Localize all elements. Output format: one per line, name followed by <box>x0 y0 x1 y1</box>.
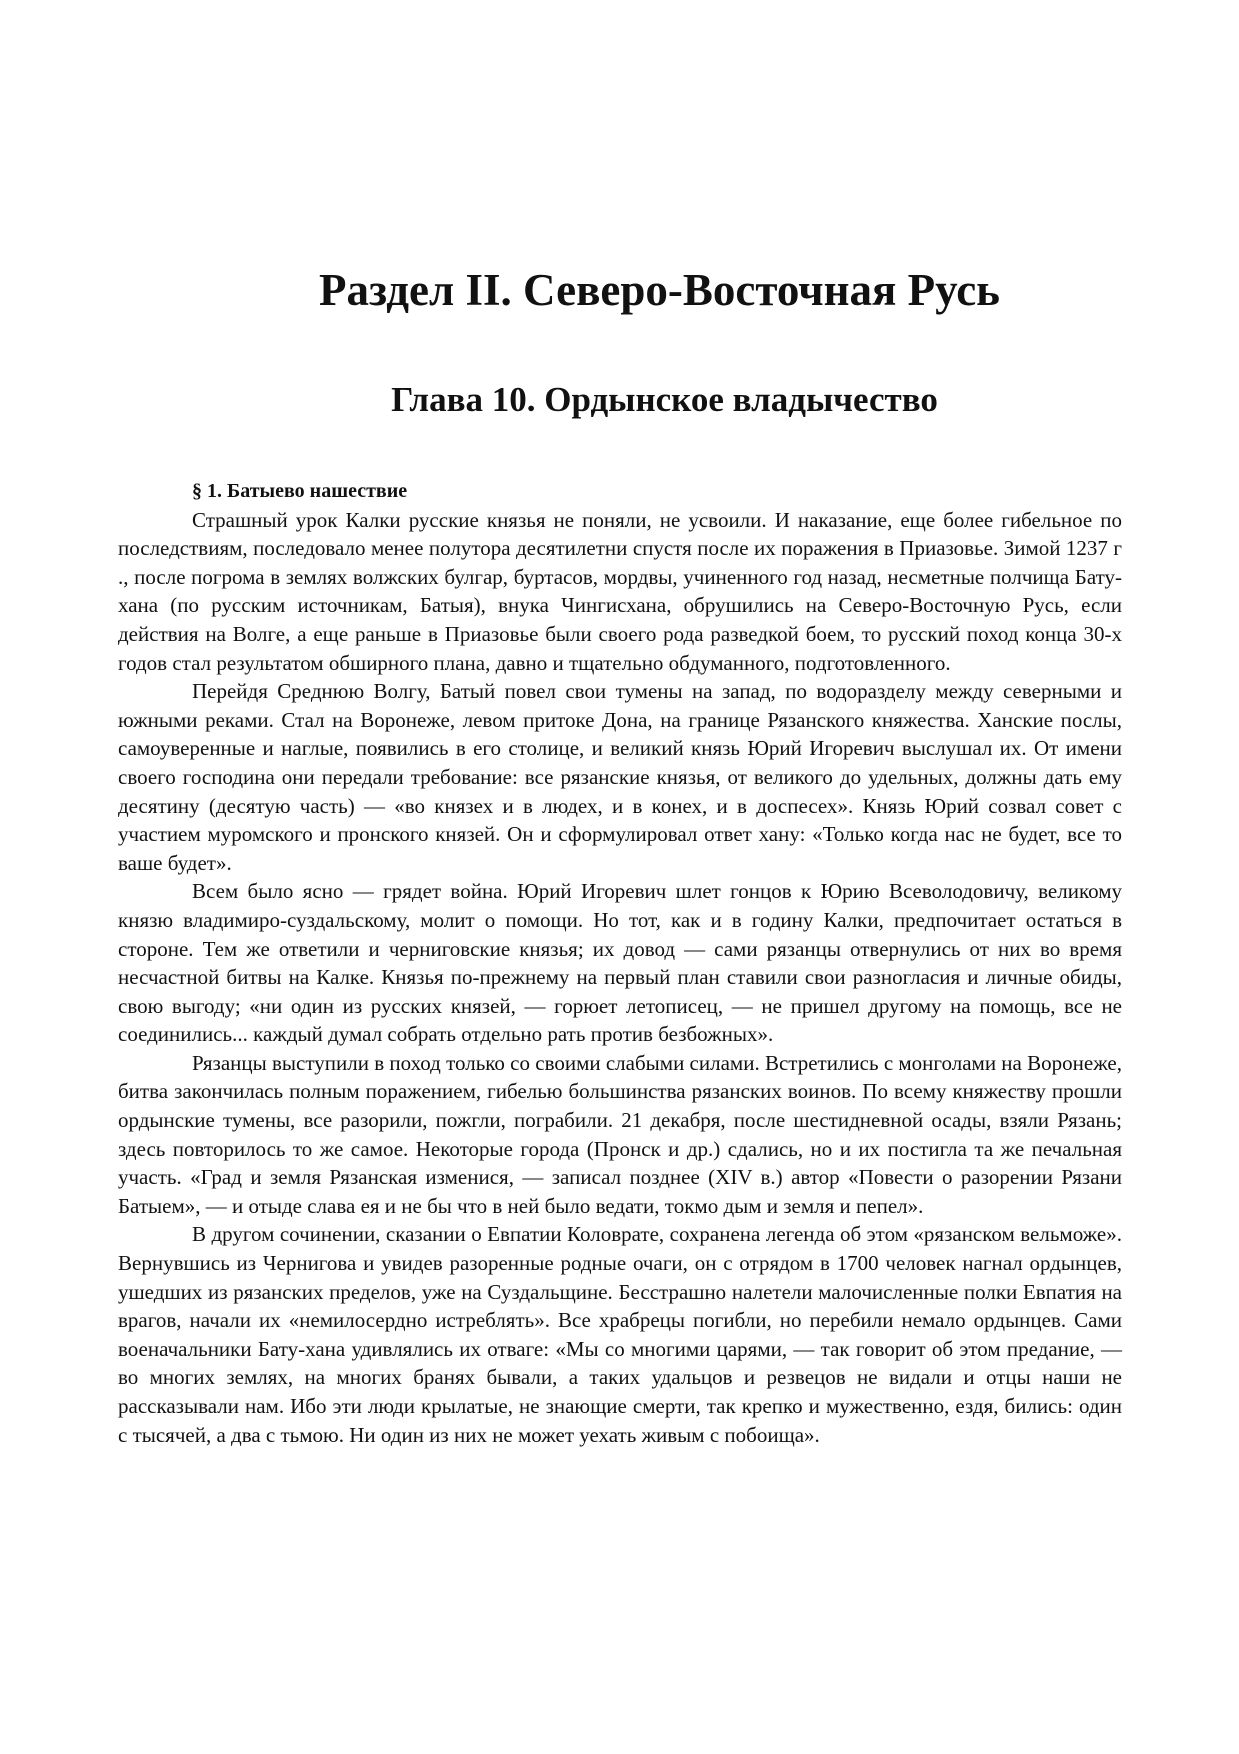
paragraph: Рязанцы выступили в поход только со своими слабыми силами. Встретились с монголами на Воронеже, битва закончилась полным поражением, гибелью большинства рязанских воинов. По всему княжеству прошли ордынские тумены, все разорили, пожгли, пограбили. 21 декабря, после шестидневной осады, взяли Рязань; здесь повторилось то же самое. Некоторые города (Пронск и др.) сдались, но и их постигла та же печальная участь. «Град и земля Рязанская изменися, — записал позднее (XIV в.) автор «Повести о разорении Рязани Батыем», — и отыде слава ея и не бы что в ней было ведати, токмо дым и земля и пепел». <box>118 1050 1122 1218</box>
paragraph: Всем было ясно — грядет война. Юрий Игоревич шлет гонцов к Юрию Всеволодовичу, великому князю владимиро-суздальскому, молит о помощи. Но тот, как и в годину Калки, предпочитает остаться в стороне. Тем же ответили и черниговские князья; их довод — сами рязанцы отвернулись от них во время несчастной битвы на Калке. Князья по-прежнему на первый план ставили свои разногласия и личные обиды, свою выгоду; «ни один из русских князей, — горюет летописец, — не пришел другому на помощь, все не соединились... каждый думал собрать отдельно рать против безбожных». <box>118 879 1122 1047</box>
paragraph: В другом сочинении, сказании о Евпатии Коловрате, сохранена легенда об этом «рязанском вельможе». Вернувшись из Чернигова и увидев разоренные родные очаги, он с отрядом в 1700 человек нагнал ордынцев, ушедших из рязанских пределов, уже на Суздальщине. Бесстрашно налетели малочисленные полки Евпатия на врагов, начали их «немилосердно истреблять». Все храбрецы погибли, но перебили немало ордынцев. Сами военачальники Бату-хана удивлялись их отваге: «Мы со многими царями, — так говорит об этом предание, — во многих землях, на многих бранях бывали, а таких удальцов и резвецов не видали и отцы наши не рассказывали нам. Ибо эти люди крылатые, не знающие смерти, так крепко и мужественно, ездя, бились: один с тысячей, а два с тьмою. Ни один из них не может уехать живым с побоища». <box>118 1222 1122 1447</box>
body-text <box>118 477 1122 1449</box>
paragraph: Страшный урок Калки русские князья не поняли, не усвоили. И наказание, еще более гибельное по последствиям, последовало менее полутора десятилетни спустя после их поражения в Приазовье. Зимой 1237 г ., после погрома в землях волжских булгар, буртасов, мордвы, учиненного год назад, несметные полчища Бату-хана (по русским источникам, Батыя), внука Чингисхана, обрушились на Северо-Восточную Русь, если действия на Волге, а еще раньше в Приазовье были своего рода разведкой боем, то русский поход конца 30-х годов стал результатом обширного плана, давно и тщательно обдуманного, подготовленного. <box>118 507 1122 675</box>
paragraph-heading: § 1. Батыево нашествие <box>192 480 408 502</box>
chapter-title: Глава 10. Ордынское владычество <box>391 380 938 419</box>
section-title: Раздел II. Северо-Восточная Русь <box>319 265 1000 315</box>
paragraph: Перейдя Среднюю Волгу, Батый повел свои тумены на запад, по водоразделу между северными и южными реками. Стал на Воронеже, левом притоке Дона, на границе Рязанского княжества. Ханские послы, самоуверенные и наглые, появились в его столице, и великий князь Юрий Игоревич выслушал их. От имени своего господина они передали требование: все рязанские князья, от великого до удельных, должны дать ему десятину (десятую часть) — «во князех и в людех, и в конех, и в доспесех». Князь Юрий созвал совет с участием муромского и пронского князей. Он и сформулировал ответ хану: «Только когда нас не будет, все то ваше будет». <box>118 679 1122 875</box>
